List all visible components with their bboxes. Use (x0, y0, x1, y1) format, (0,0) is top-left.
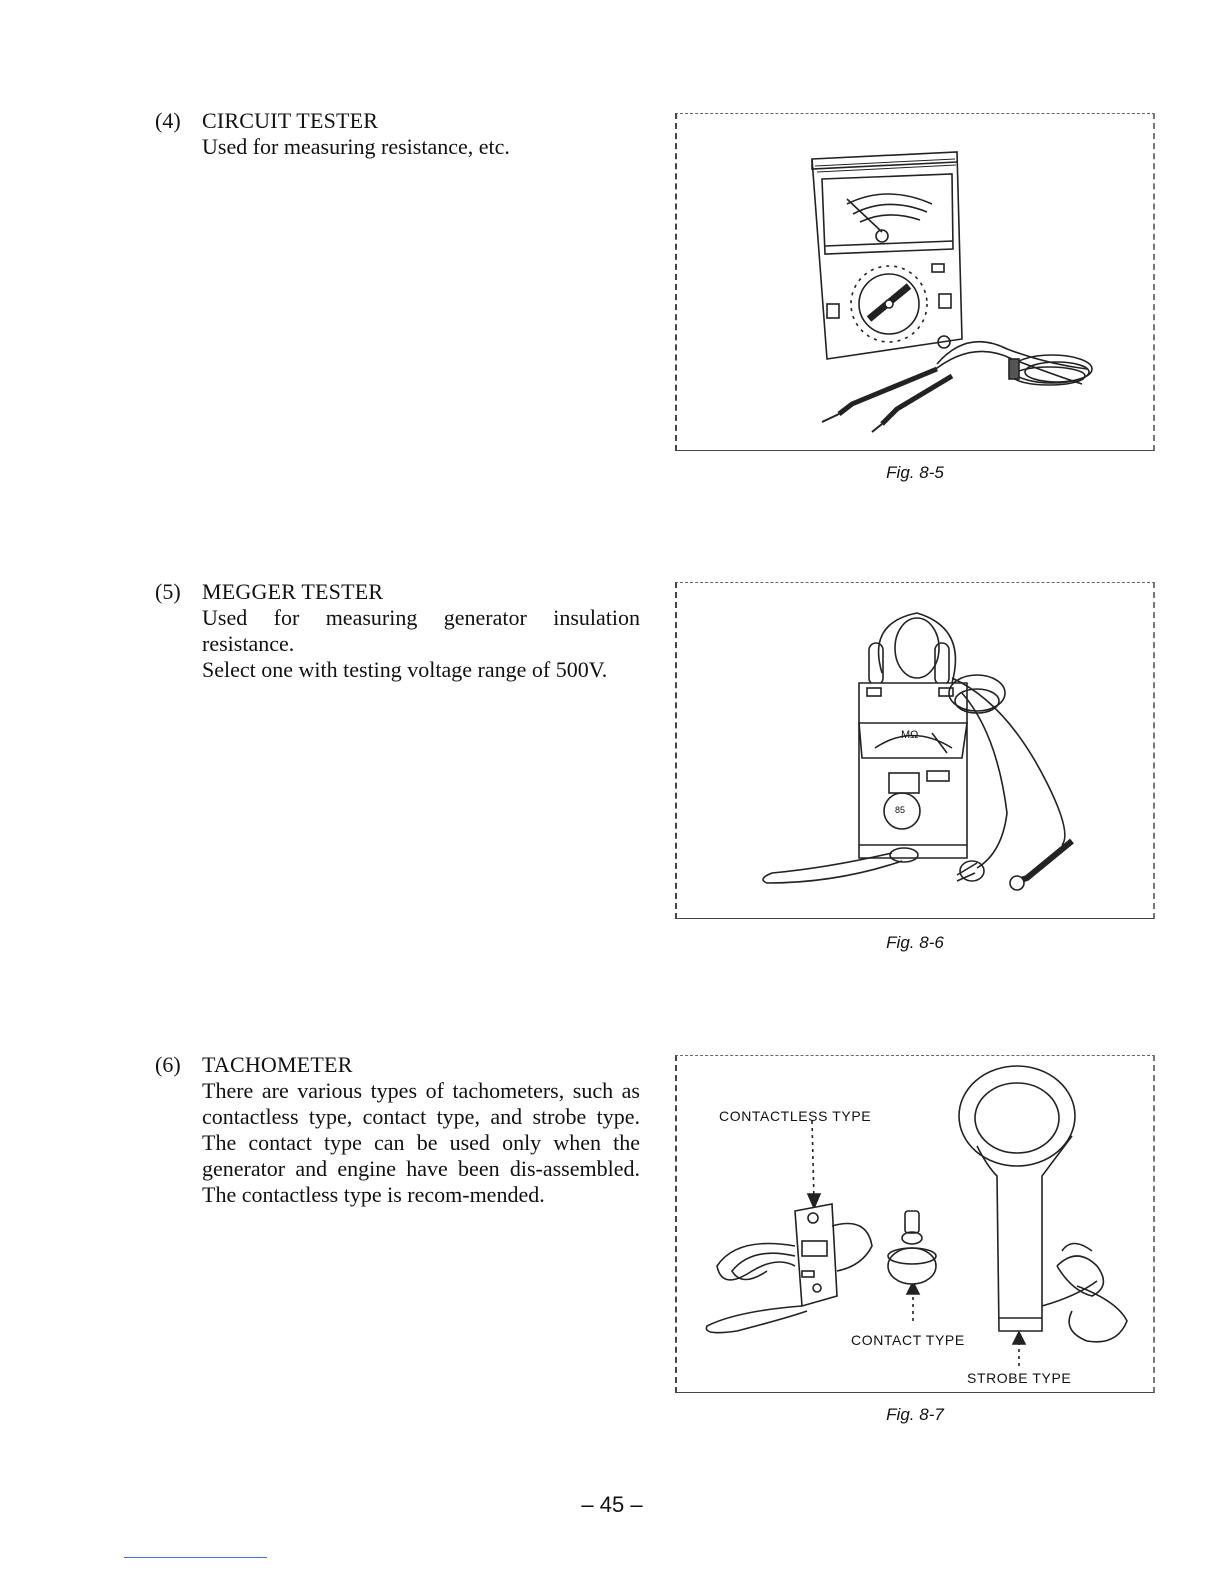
section-number: (5) (155, 579, 181, 604)
figure-megger-tester (675, 582, 1155, 919)
circuit-tester-illustration (677, 114, 1157, 452)
section-number: (6) (155, 1052, 181, 1077)
section-tachometer (155, 1052, 645, 1208)
section-title: CIRCUIT TESTER (202, 108, 379, 133)
contact-type-label: CONTACT TYPE (851, 1332, 965, 1348)
figure-circuit-tester (675, 113, 1155, 451)
page-number: – 45 – (581, 1492, 643, 1517)
figure-caption: Fig. 8-5 (886, 463, 944, 482)
section-circuit-tester (155, 108, 645, 160)
section-number: (4) (155, 108, 181, 133)
strobe-type-label: STROBE TYPE (967, 1370, 1072, 1386)
section-title: TACHOMETER (202, 1052, 353, 1077)
section-heading (155, 1052, 645, 1078)
body-paragraph: Used for measuring generator insulation resistance. (202, 605, 640, 656)
section-body (202, 134, 640, 160)
contactless-type-label: CONTACTLESS TYPE (719, 1108, 872, 1124)
figure-caption: Fig. 8-7 (886, 1405, 944, 1424)
body-paragraph: Used for measuring resistance, etc. (202, 134, 510, 159)
body-paragraph: Select one with testing voltage range of 500V. (202, 657, 608, 682)
megohm-scale-label: MΩ (901, 729, 919, 741)
section-megger-tester (155, 579, 645, 683)
footer-rule (124, 1557, 267, 1558)
figure-caption: Fig. 8-6 (886, 933, 944, 952)
section-body (202, 605, 640, 683)
section-title: MEGGER TESTER (202, 579, 384, 604)
section-heading (155, 108, 645, 134)
figure-tachometers (675, 1055, 1155, 1393)
megger-knob-label: 85 (895, 805, 906, 815)
body-paragraph: There are various types of tachometers, such as contactless type, contact type, and strobe type. The contact type can be used only when the generator and engine have been dis-assembled. The contactless type is recom-mended. (202, 1078, 640, 1207)
megger-tester-illustration (677, 583, 1157, 920)
section-body (202, 1078, 640, 1208)
section-heading (155, 579, 645, 605)
